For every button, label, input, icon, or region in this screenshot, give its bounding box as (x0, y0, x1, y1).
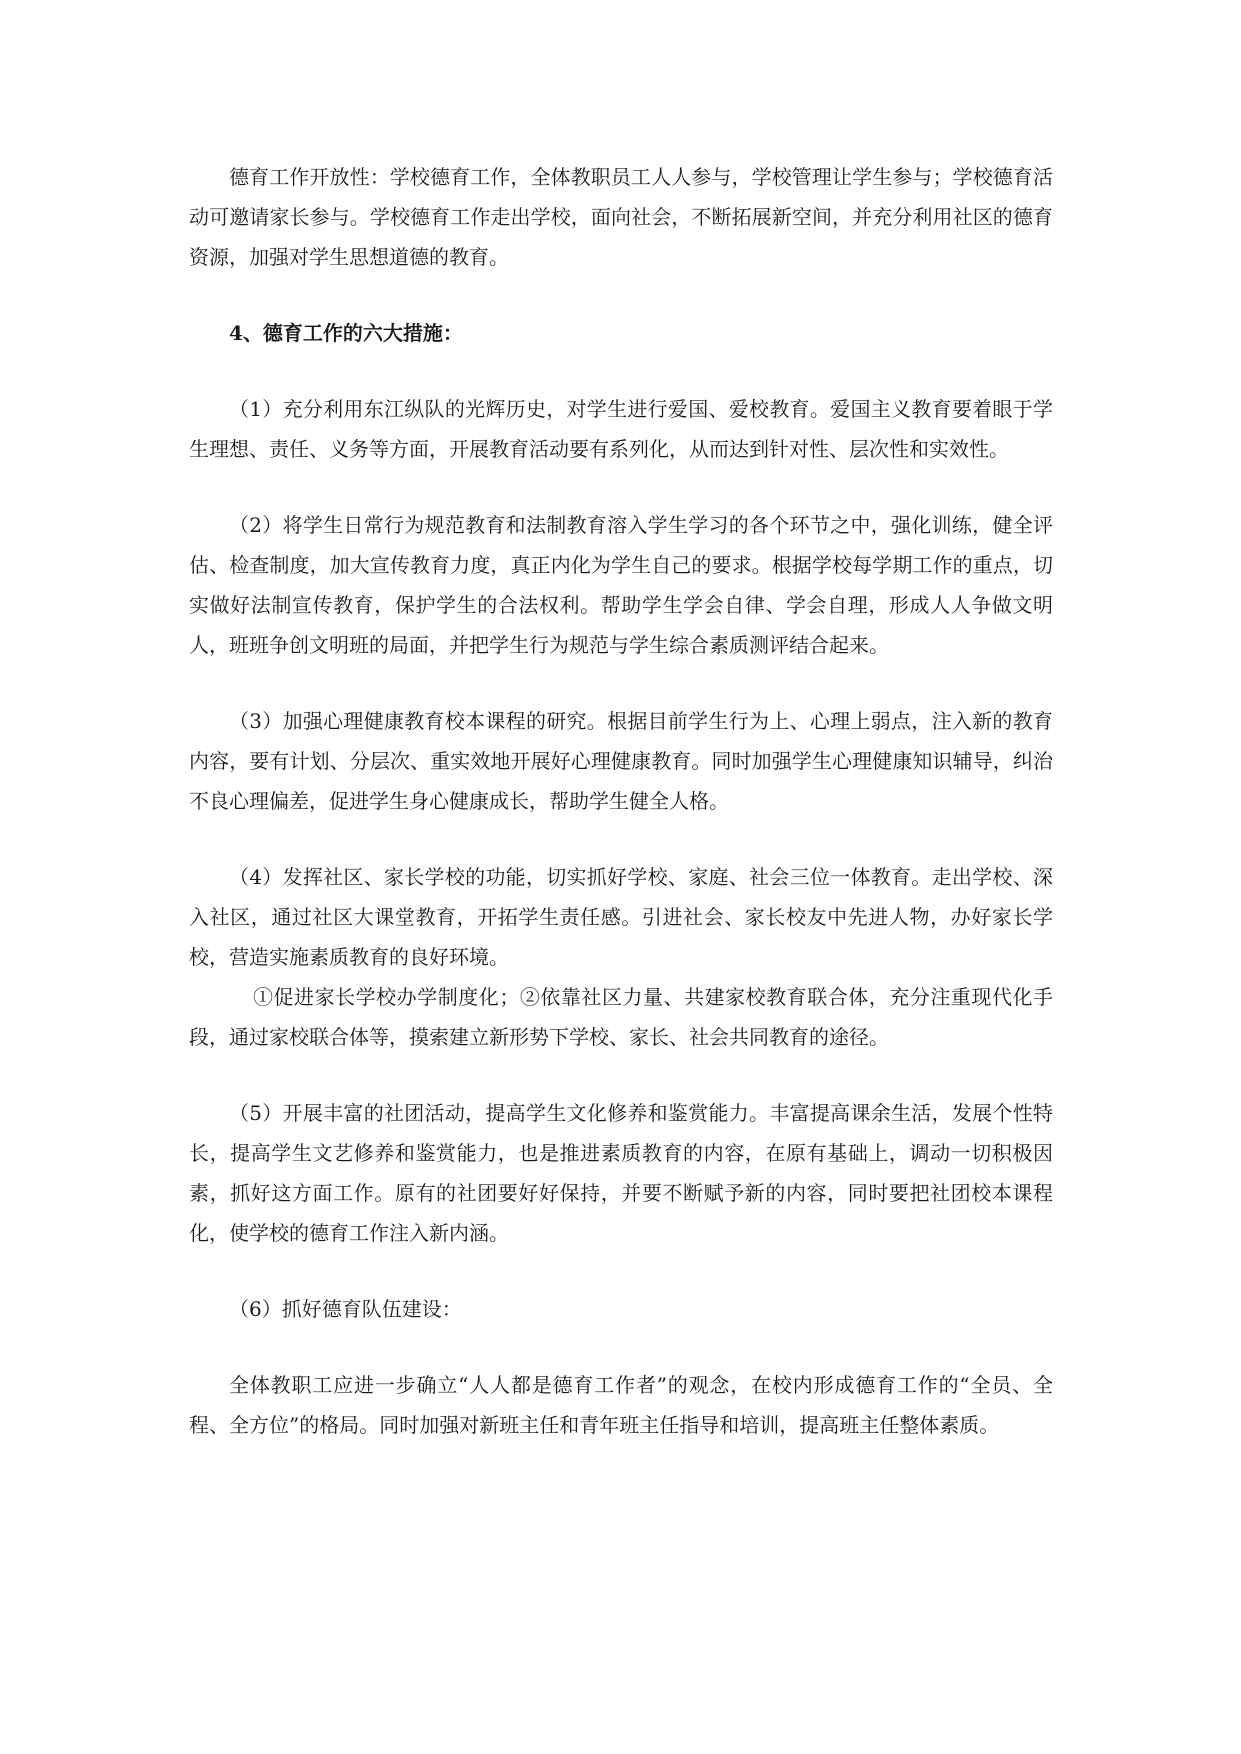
document-body (189, 157, 1053, 1445)
section-heading: 4、德育工作的六大措施： (229, 321, 463, 345)
paragraph-measure-3: （3）加强心理健康教育校本课程的研究。根据目前学生行为上、心理上弱点，注入新的教育内容，要有计划、分层次、重实效地开展好心理健康教育。同时加强学生心理健康知识辅导，纠治不良心理偏差，促进学生身心健康成长，帮助学生健全人格。 (189, 709, 1053, 813)
paragraph-measure-6-body: 全体教职工应进一步确立“人人都是德育工作者”的观念，在校内形成德育工作的“全员、全程、全方位”的格局。同时加强对新班主任和青年班主任指导和培训，提高班主任整体素质。 (189, 1373, 1053, 1437)
paragraph-measure-5: （5）开展丰富的社团活动，提高学生文化修养和鉴赏能力。丰富提高课余生活，发展个性特长，提高学生文艺修养和鉴赏能力，也是推进素质教育的内容，在原有基础上，调动一切积极因素，抓好这方面工作。原有的社团要好好保持，并要不断赋予新的内容，同时要把社团校本课程化，使学校的德育工作注入新内涵。 (189, 1101, 1053, 1245)
paragraph-measure-4: （4）发挥社区、家长学校的功能，切实抓好学校、家庭、社会三位一体教育。走出学校、深入社区，通过社区大课堂教育，开拓学生责任感。引进社会、家长校友中先进人物，办好家长学校，营造实施素质教育的良好环境。 (189, 865, 1053, 969)
paragraph-openness: 德育工作开放性：学校德育工作，全体教职员工人人参与，学校管理让学生参与；学校德育活动可邀请家长参与。学校德育工作走出学校，面向社会，不断拓展新空间，并充分利用社区的德育资源，加强对学生思想道德的教育。 (189, 165, 1053, 269)
paragraph-measure-2: （2）将学生日常行为规范教育和法制教育溶入学生学习的各个环节之中，强化训练，健全评估、检查制度，加大宣传教育力度，真正内化为学生自己的要求。根据学校每学期工作的重点，切实做好法制宣传教育，保护学生的合法权利。帮助学生学会自律、学会自理，形成人人争做文明人，班班争创文明班的局面，并把学生行为规范与学生综合素质测评结合起来。 (189, 513, 1053, 657)
paragraph-measure-1: （1）充分利用东江纵队的光辉历史，对学生进行爱国、爱校教育。爱国主义教育要着眼于学生理想、责任、义务等方面，开展教育活动要有系列化，从而达到针对性、层次性和实效性。 (189, 397, 1053, 461)
paragraph-measure-6: （6）抓好德育队伍建设： (229, 1297, 462, 1321)
paragraph-measure-4-sub: ①促进家长学校办学制度化；②依靠社区力量、共建家校教育联合体，充分注重现代化手段，通过家校联合体等，摸索建立新形势下学校、家长、社会共同教育的途径。 (189, 985, 1053, 1049)
